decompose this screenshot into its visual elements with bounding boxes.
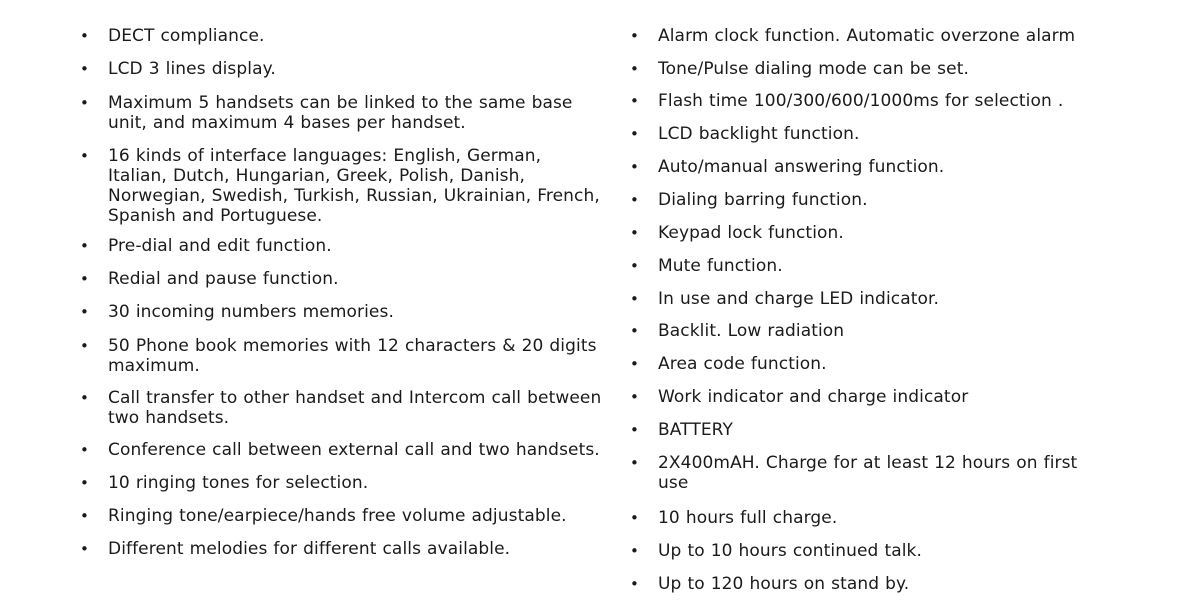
list-item-text: BATTERY xyxy=(658,420,733,440)
list-item-text: Mute function. xyxy=(658,256,783,276)
bullet-icon: • xyxy=(630,125,639,143)
list-item-text: Ringing tone/earpiece/hands free volume adjustable. xyxy=(108,506,567,526)
bullet-icon: • xyxy=(630,158,639,176)
bullet-icon: • xyxy=(80,60,89,78)
bullet-icon: • xyxy=(630,509,639,527)
list-item-text: LCD backlight function. xyxy=(658,124,860,144)
bullet-icon: • xyxy=(630,388,639,406)
list-item-text: Backlit. Low radiation xyxy=(658,321,845,341)
bullet-icon: • xyxy=(630,27,639,45)
list-item-text: Auto/manual answering function. xyxy=(658,157,945,177)
bullet-icon: • xyxy=(630,60,639,78)
list-item-text: In use and charge LED indicator. xyxy=(658,289,940,309)
list-item-text: Redial and pause function. xyxy=(108,269,339,289)
list-item-text: 10 hours full charge. xyxy=(658,508,838,528)
list-item-text: Keypad lock function. xyxy=(658,223,844,243)
list-item-text: LCD 3 lines display. xyxy=(108,59,276,79)
list-item-text: 10 ringing tones for selection. xyxy=(108,473,369,493)
list-item-text: Alarm clock function. Automatic overzone alarm xyxy=(658,26,1076,46)
list-item-text: 30 incoming numbers memories. xyxy=(108,302,394,322)
bullet-icon: • xyxy=(80,389,89,407)
bullet-icon: • xyxy=(630,290,639,308)
bullet-icon: • xyxy=(630,92,639,110)
bullet-icon: • xyxy=(630,224,639,242)
bullet-icon: • xyxy=(80,540,89,558)
bullet-icon: • xyxy=(630,322,639,340)
bullet-icon: • xyxy=(630,454,639,472)
list-item-text: Up to 10 hours continued talk. xyxy=(658,541,923,561)
bullet-icon: • xyxy=(630,421,639,439)
list-item-text: Tone/Pulse dialing mode can be set. xyxy=(658,59,969,79)
bullet-icon: • xyxy=(630,542,639,560)
bullet-icon: • xyxy=(80,441,89,459)
list-item-text: Different melodies for different calls available. xyxy=(108,539,511,559)
bullet-icon: • xyxy=(80,337,89,355)
bullet-icon: • xyxy=(80,237,89,255)
bullet-icon: • xyxy=(630,191,639,209)
bullet-icon: • xyxy=(80,303,89,321)
list-item-text: Up to 120 hours on stand by. xyxy=(658,574,910,594)
list-item-text: Area code function. xyxy=(658,354,827,374)
list-item-text: Flash time 100/300/600/1000ms for selection . xyxy=(658,91,1064,111)
list-item-text: Work indicator and charge indicator xyxy=(658,387,969,407)
list-item-text: 16 kinds of interface languages: English, German, Italian, Dutch, Hungarian, Greek, Polish, Danish, Norwegian, Swedish, Turkish, Russian, Ukrainian, French, Spanish and Portuguese. xyxy=(108,146,600,226)
bullet-icon: • xyxy=(80,474,89,492)
list-item-text: Dialing barring function. xyxy=(658,190,868,210)
list-item-text: 50 Phone book memories with 12 characters & 20 digits maximum. xyxy=(108,336,597,376)
list-item-text: Pre-dial and edit function. xyxy=(108,236,332,256)
list-item-text: 2X400mAH. Charge for at least 12 hours on first use xyxy=(658,453,1078,493)
list-item-text: Conference call between external call and two handsets. xyxy=(108,440,600,460)
bullet-icon: • xyxy=(630,257,639,275)
bullet-icon: • xyxy=(630,575,639,593)
list-item-text: Maximum 5 handsets can be linked to the same base unit, and maximum 4 bases per handset. xyxy=(108,93,573,133)
bullet-icon: • xyxy=(80,27,89,45)
list-item-text: DECT compliance. xyxy=(108,26,265,46)
bullet-icon: • xyxy=(80,147,89,165)
bullet-icon: • xyxy=(80,270,89,288)
list-item-text: Call transfer to other handset and Intercom call between two handsets. xyxy=(108,388,602,428)
bullet-icon: • xyxy=(80,94,89,112)
bullet-icon: • xyxy=(80,507,89,525)
bullet-icon: • xyxy=(630,355,639,373)
